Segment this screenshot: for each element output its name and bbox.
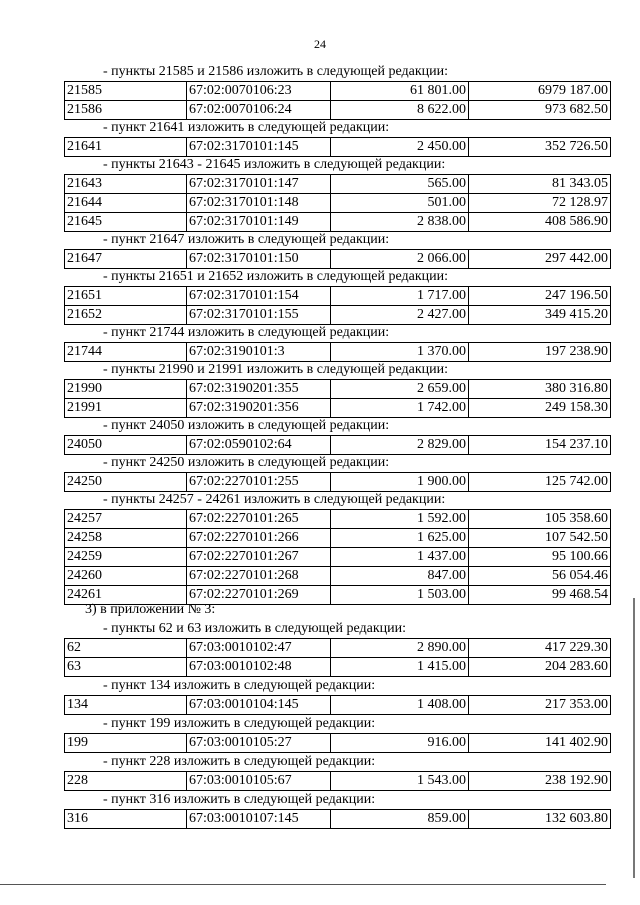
item-number-cell: 316 (65, 810, 187, 829)
item-number-cell: 134 (65, 696, 187, 715)
cadastral-number-cell: 67:02:3170101:147 (187, 175, 331, 194)
area-cell: 1 408.00 (331, 696, 469, 715)
value-cell: 380 316.80 (469, 380, 611, 399)
block-heading: - пункты 21585 и 21586 изложить в следующей редакции: (103, 64, 449, 79)
item-number-cell: 24259 (65, 548, 187, 567)
block-heading: - пункты 24257 - 24261 изложить в следующей редакции: (103, 492, 446, 507)
area-cell: 1 900.00 (331, 473, 469, 492)
table-row (65, 380, 611, 399)
cadastral-number-cell: 67:02:2270101:269 (187, 586, 331, 605)
cadastral-number-cell: 67:02:3190101:3 (187, 343, 331, 362)
value-cell: 95 100.66 (469, 548, 611, 567)
table-row (65, 473, 611, 492)
area-cell: 2 450.00 (331, 138, 469, 157)
value-cell: 197 238.90 (469, 343, 611, 362)
item-number-cell: 21641 (65, 138, 187, 157)
area-cell: 2 066.00 (331, 250, 469, 269)
area-cell: 2 427.00 (331, 306, 469, 325)
area-cell: 61 801.00 (331, 82, 469, 101)
data-table (64, 435, 611, 455)
cadastral-number-cell: 67:02:2270101:268 (187, 567, 331, 586)
item-number-cell: 21645 (65, 213, 187, 232)
cadastral-number-cell: 67:02:3170101:148 (187, 194, 331, 213)
block-heading: - пункты 21643 - 21645 изложить в следующей редакции: (103, 157, 446, 172)
item-number-cell: 62 (65, 639, 187, 658)
value-cell: 72 128.97 (469, 194, 611, 213)
area-cell: 859.00 (331, 810, 469, 829)
area-cell: 1 503.00 (331, 586, 469, 605)
data-table (64, 286, 611, 325)
data-table (64, 137, 611, 157)
block-heading: - пункты 62 и 63 изложить в следующей редакции: (103, 621, 407, 636)
table-row (65, 696, 611, 715)
item-number-cell: 63 (65, 658, 187, 677)
value-cell: 973 682.50 (469, 101, 611, 120)
value-cell: 81 343.05 (469, 175, 611, 194)
data-table (64, 379, 611, 418)
value-cell: 204 283.60 (469, 658, 611, 677)
item-number-cell: 24261 (65, 586, 187, 605)
data-table (64, 174, 611, 232)
block-heading: - пункт 21641 изложить в следующей редакции: (103, 120, 390, 135)
cadastral-number-cell: 67:03:0010104:145 (187, 696, 331, 715)
data-table (64, 695, 611, 715)
item-number-cell: 24258 (65, 529, 187, 548)
table-row (65, 82, 611, 101)
area-cell: 1 370.00 (331, 343, 469, 362)
value-cell: 125 742.00 (469, 473, 611, 492)
area-cell: 501.00 (331, 194, 469, 213)
area-cell: 565.00 (331, 175, 469, 194)
area-cell: 8 622.00 (331, 101, 469, 120)
area-cell: 1 742.00 (331, 399, 469, 418)
table-row (65, 639, 611, 658)
value-cell: 352 726.50 (469, 138, 611, 157)
data-table (64, 81, 611, 120)
block-heading: - пункт 24050 изложить в следующей редакции: (103, 418, 390, 433)
table-row (65, 510, 611, 529)
data-table (64, 809, 611, 829)
table-row (65, 101, 611, 120)
block-heading: - пункты 21651 и 21652 изложить в следующей редакции: (103, 269, 449, 284)
scan-edge-line (633, 598, 635, 878)
area-cell: 1 592.00 (331, 510, 469, 529)
area-cell: 916.00 (331, 734, 469, 753)
cadastral-number-cell: 67:02:2270101:267 (187, 548, 331, 567)
data-table (64, 638, 611, 677)
value-cell: 247 196.50 (469, 287, 611, 306)
block-heading: - пункт 134 изложить в следующей редакции: (103, 678, 376, 693)
item-number-cell: 199 (65, 734, 187, 753)
table-row (65, 138, 611, 157)
table-row (65, 658, 611, 677)
value-cell: 297 442.00 (469, 250, 611, 269)
cadastral-number-cell: 67:02:3190201:355 (187, 380, 331, 399)
table-row (65, 343, 611, 362)
section-heading: 3) в приложении № 3: (85, 602, 216, 617)
item-number-cell: 21643 (65, 175, 187, 194)
cadastral-number-cell: 67:03:0010105:27 (187, 734, 331, 753)
cadastral-number-cell: 67:02:2270101:265 (187, 510, 331, 529)
data-table (64, 733, 611, 753)
item-number-cell: 21647 (65, 250, 187, 269)
data-table (64, 771, 611, 791)
cadastral-number-cell: 67:02:3170101:150 (187, 250, 331, 269)
table-row (65, 548, 611, 567)
value-cell: 349 415.20 (469, 306, 611, 325)
cadastral-number-cell: 67:03:0010102:47 (187, 639, 331, 658)
table-row (65, 175, 611, 194)
table-row (65, 399, 611, 418)
page-number: 24 (314, 37, 326, 51)
item-number-cell: 24257 (65, 510, 187, 529)
value-cell: 56 054.46 (469, 567, 611, 586)
footer-rule (0, 884, 606, 885)
value-cell: 99 468.54 (469, 586, 611, 605)
table-row (65, 772, 611, 791)
item-number-cell: 21651 (65, 287, 187, 306)
value-cell: 238 192.90 (469, 772, 611, 791)
cadastral-number-cell: 67:03:0010107:145 (187, 810, 331, 829)
table-row (65, 194, 611, 213)
value-cell: 107 542.50 (469, 529, 611, 548)
table-row (65, 306, 611, 325)
area-cell: 1 415.00 (331, 658, 469, 677)
table-row (65, 810, 611, 829)
area-cell: 1 717.00 (331, 287, 469, 306)
block-heading: - пункт 199 изложить в следующей редакции: (103, 716, 376, 731)
area-cell: 2 659.00 (331, 380, 469, 399)
area-cell: 1 543.00 (331, 772, 469, 791)
item-number-cell: 21585 (65, 82, 187, 101)
cadastral-number-cell: 67:03:0010105:67 (187, 772, 331, 791)
cadastral-number-cell: 67:03:0010102:48 (187, 658, 331, 677)
value-cell: 141 402.90 (469, 734, 611, 753)
block-heading: - пункт 24250 изложить в следующей редакции: (103, 455, 390, 470)
cadastral-number-cell: 67:02:0070106:24 (187, 101, 331, 120)
item-number-cell: 21586 (65, 101, 187, 120)
cadastral-number-cell: 67:02:3170101:155 (187, 306, 331, 325)
item-number-cell: 24050 (65, 436, 187, 455)
cadastral-number-cell: 67:02:3190201:356 (187, 399, 331, 418)
area-cell: 1 437.00 (331, 548, 469, 567)
cadastral-number-cell: 67:02:2270101:255 (187, 473, 331, 492)
value-cell: 6979 187.00 (469, 82, 611, 101)
block-heading: - пункт 228 изложить в следующей редакции: (103, 754, 376, 769)
table-row (65, 250, 611, 269)
item-number-cell: 21644 (65, 194, 187, 213)
area-cell: 2 829.00 (331, 436, 469, 455)
item-number-cell: 21991 (65, 399, 187, 418)
value-cell: 132 603.80 (469, 810, 611, 829)
table-row (65, 529, 611, 548)
item-number-cell: 24260 (65, 567, 187, 586)
item-number-cell: 24250 (65, 473, 187, 492)
table-row (65, 567, 611, 586)
cadastral-number-cell: 67:02:3170101:154 (187, 287, 331, 306)
block-heading: - пункт 21647 изложить в следующей редакции: (103, 232, 390, 247)
cadastral-number-cell: 67:02:2270101:266 (187, 529, 331, 548)
item-number-cell: 21652 (65, 306, 187, 325)
block-heading: - пункт 316 изложить в следующей редакции: (103, 792, 376, 807)
value-cell: 249 158.30 (469, 399, 611, 418)
area-cell: 1 625.00 (331, 529, 469, 548)
value-cell: 408 586.90 (469, 213, 611, 232)
cadastral-number-cell: 67:02:0590102:64 (187, 436, 331, 455)
value-cell: 217 353.00 (469, 696, 611, 715)
area-cell: 2 890.00 (331, 639, 469, 658)
table-row (65, 213, 611, 232)
cadastral-number-cell: 67:02:3170101:145 (187, 138, 331, 157)
cadastral-number-cell: 67:02:0070106:23 (187, 82, 331, 101)
table-row (65, 287, 611, 306)
table-row (65, 734, 611, 753)
area-cell: 847.00 (331, 567, 469, 586)
table-row (65, 436, 611, 455)
data-table (64, 342, 611, 362)
data-table (64, 472, 611, 492)
data-table (64, 249, 611, 269)
item-number-cell: 228 (65, 772, 187, 791)
item-number-cell: 21990 (65, 380, 187, 399)
value-cell: 417 229.30 (469, 639, 611, 658)
item-number-cell: 21744 (65, 343, 187, 362)
area-cell: 2 838.00 (331, 213, 469, 232)
block-heading: - пункты 21990 и 21991 изложить в следующей редакции: (103, 362, 449, 377)
value-cell: 105 358.60 (469, 510, 611, 529)
block-heading: - пункт 21744 изложить в следующей редакции: (103, 325, 390, 340)
data-table (64, 509, 611, 605)
value-cell: 154 237.10 (469, 436, 611, 455)
cadastral-number-cell: 67:02:3170101:149 (187, 213, 331, 232)
